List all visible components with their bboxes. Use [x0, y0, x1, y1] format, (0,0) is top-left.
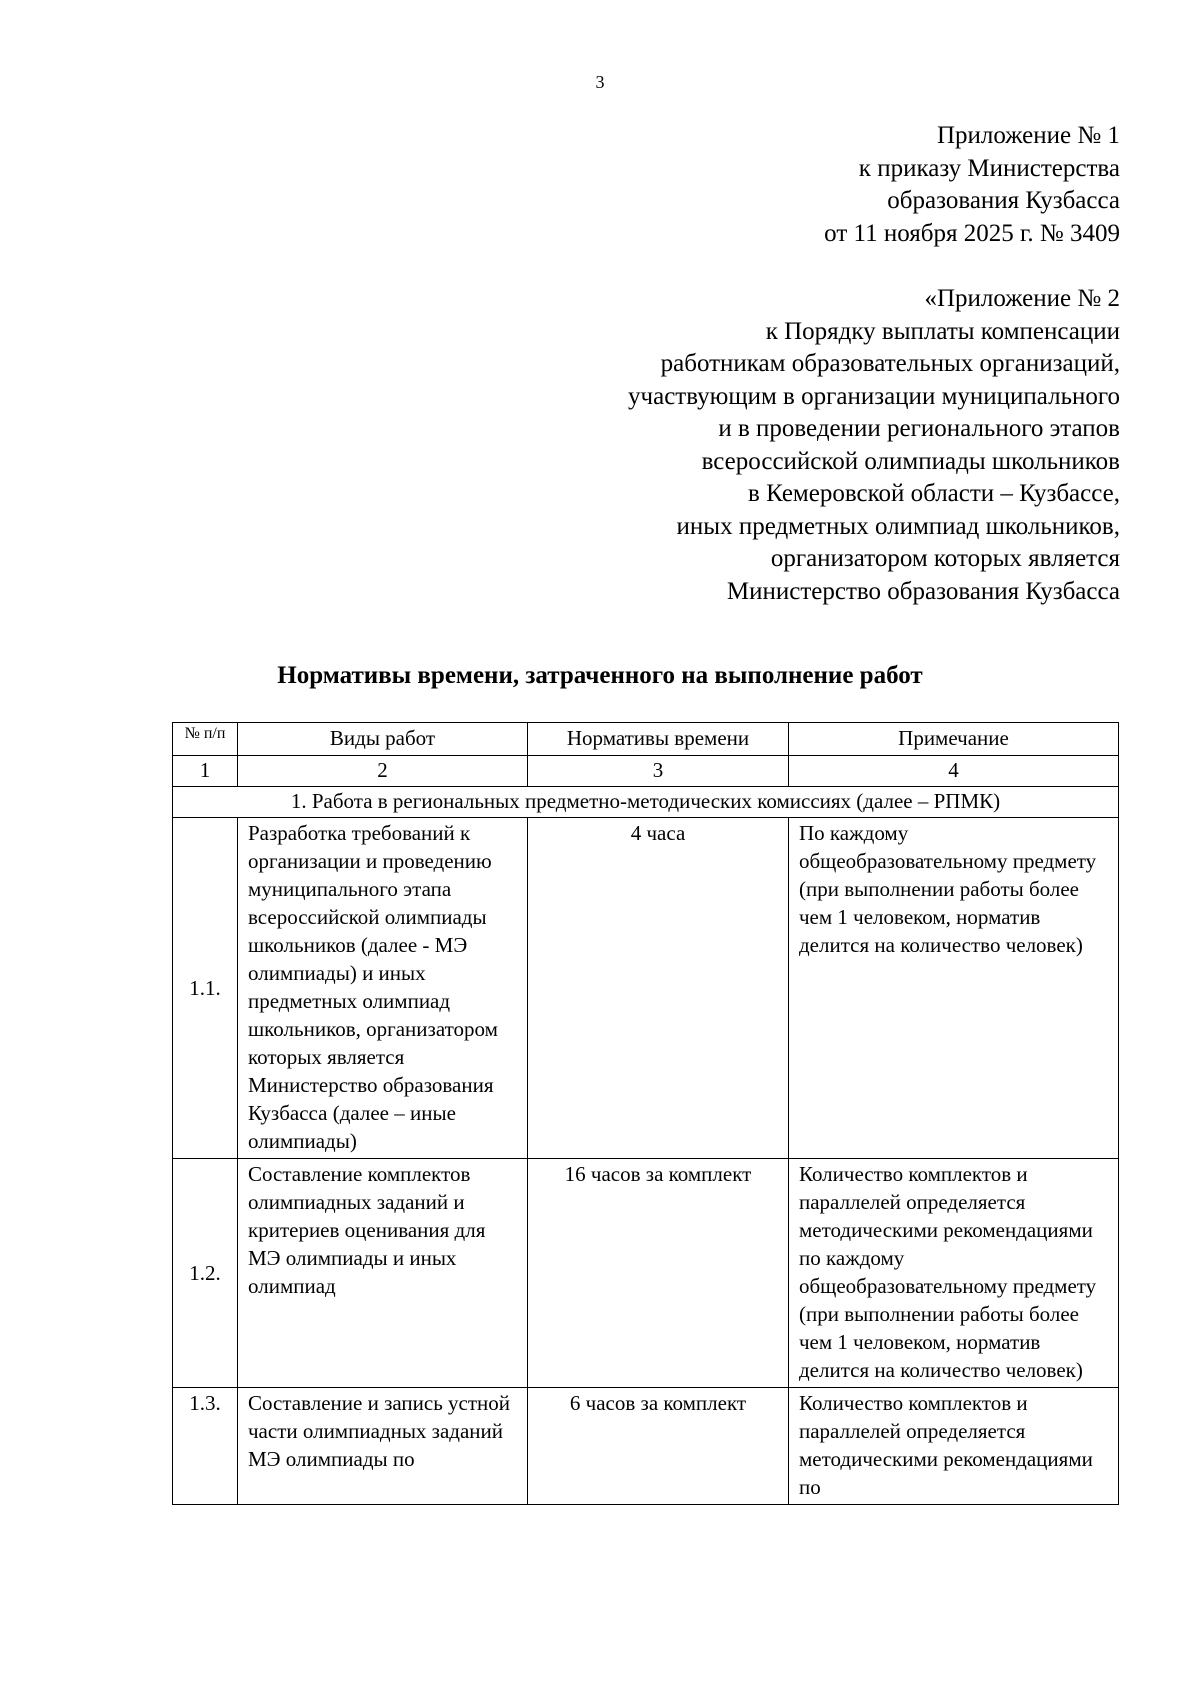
column-number: 2 [238, 756, 528, 787]
column-number: 3 [528, 756, 789, 787]
document-title: Нормативы времени, затраченного на выполнение работ [277, 662, 923, 689]
row-note: Количество комплектов и параллелей определяется методическими рекомендациями по [789, 1388, 1119, 1505]
norms-table [172, 722, 1119, 1505]
table-row [173, 818, 1119, 1159]
column-number-row [173, 756, 1119, 787]
row-norm: 16 часов за комплект [528, 1159, 789, 1388]
row-work: Составление комплектов олимпиадных заданий и критериев оценивания для МЭ олимпиады и иных олимпиад [238, 1159, 528, 1388]
row-number: 1.2. [173, 1159, 238, 1388]
appendix-2-line: к Порядку выплаты компенсации [765, 317, 1120, 345]
table-row [173, 1159, 1119, 1388]
header-num: № п/п [173, 723, 238, 756]
row-number: 1.3. [173, 1388, 238, 1505]
appendix-2-line: Министерство образования Кузбасса [726, 577, 1120, 605]
appendix-1-block [824, 120, 1120, 250]
header-norm: Нормативы времени [528, 723, 789, 756]
appendix-2-line: иных предметных олимпиад школьников, [676, 512, 1120, 540]
column-number: 4 [789, 756, 1119, 787]
appendix-1-line: от 11 ноября 2025 г. № 3409 [824, 219, 1120, 247]
appendix-2-line: в Кемеровской области – Кузбассе, [748, 480, 1120, 507]
row-norm: 6 часов за комплект [528, 1388, 789, 1505]
row-norm: 4 часа [528, 818, 789, 1159]
appendix-2-block [628, 283, 1120, 608]
table-row [173, 1388, 1119, 1505]
row-note: По каждому общеобразовательному предмету (при выполнении работы более чем 1 человеком, норматив делится на количество человек) [789, 818, 1119, 1159]
appendix-1-line: к приказу Министерства [858, 154, 1120, 182]
table-header-row [173, 723, 1119, 756]
row-work: Составление и запись устной части олимпиадных заданий МЭ олимпиады по [238, 1388, 528, 1505]
appendix-2-line: всероссийской олимпиады школьников [701, 447, 1120, 475]
header-work: Виды работ [238, 723, 528, 756]
appendix-2-line: и в проведении регионального этапов [718, 415, 1120, 442]
appendix-1-line: образования Кузбасса [887, 187, 1120, 214]
appendix-1-line: Приложение № 1 [936, 122, 1120, 149]
row-note: Количество комплектов и параллелей определяется методическими рекомендациями по каждому общеобразовательному предмету (при выполнении работы более чем 1 человеком, норматив делится на количество человек) [789, 1159, 1119, 1388]
appendix-2-line: организатором которых является [770, 545, 1120, 572]
page-number: 3 [595, 72, 605, 92]
section-heading: 1. Работа в региональных предметно-методических комиссиях (далее – РПМК) [173, 787, 1119, 818]
appendix-2-line: участвующим в организации муниципального [628, 382, 1120, 410]
appendix-2-line: «Приложение № 2 [924, 285, 1120, 312]
header-note: Примечание [789, 723, 1119, 756]
row-work: Разработка требований к организации и проведению муниципального этапа всероссийской олимпиады школьников (далее - МЭ олимпиады) и иных предметных олимпиад школьников, организатором которых является Министерство образования Кузбасса (далее – иные олимпиады) [238, 818, 528, 1159]
section-row [173, 787, 1119, 818]
row-number: 1.1. [173, 818, 238, 1159]
column-number: 1 [173, 756, 238, 787]
appendix-2-line: работникам образовательных организаций, [660, 350, 1120, 377]
